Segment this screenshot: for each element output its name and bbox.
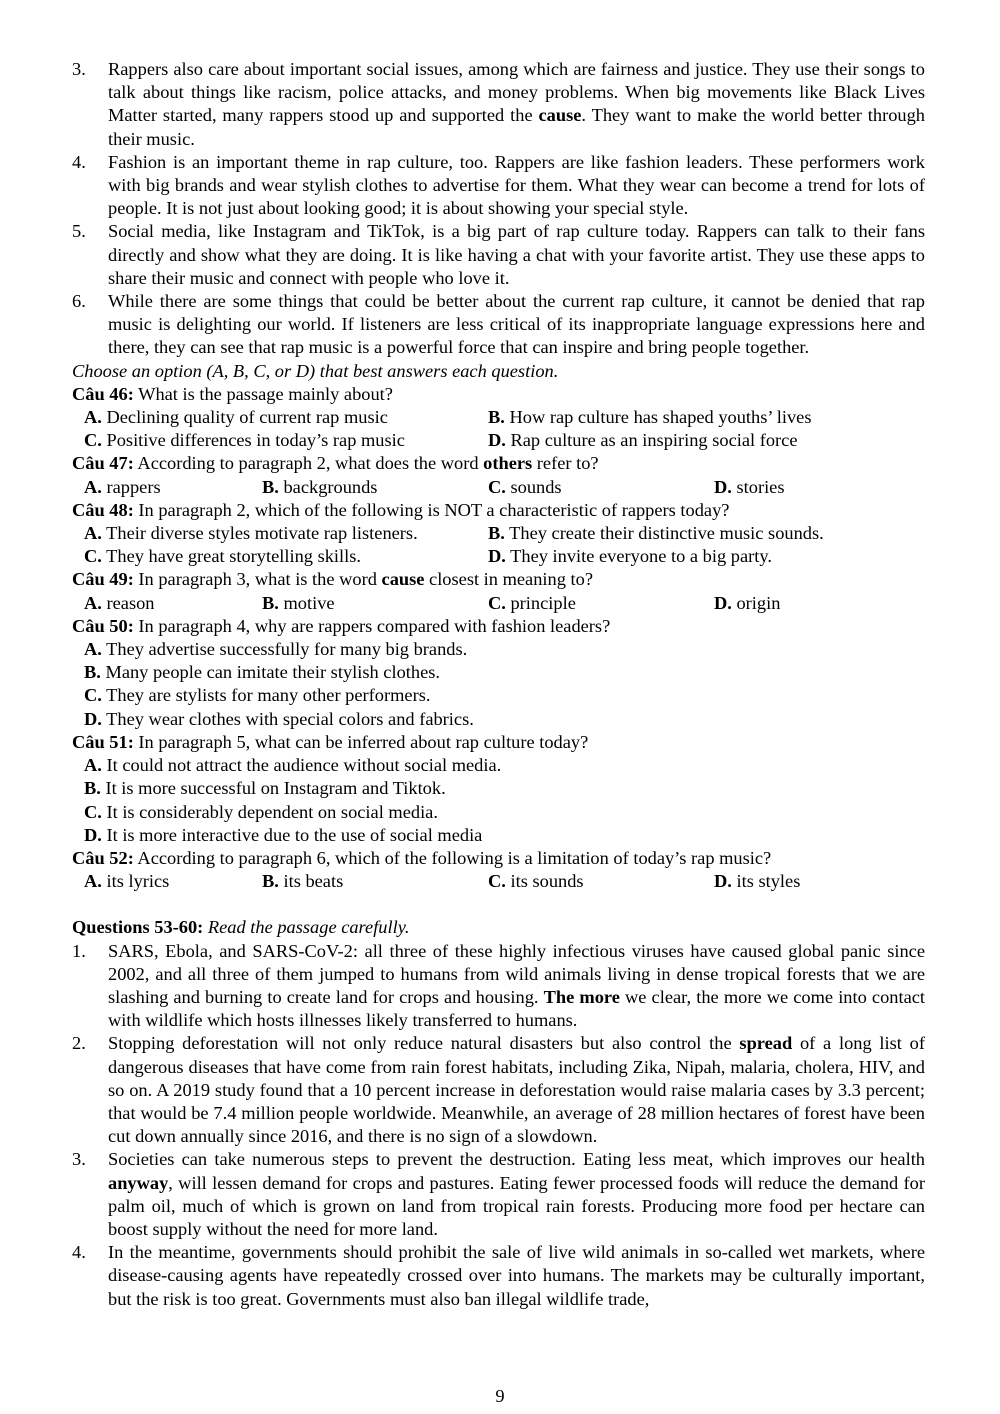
answer-option[interactable] xyxy=(84,429,488,452)
option-text: its lyrics xyxy=(101,871,170,892)
text-run: Rappers also care about important social issues, among which are fairness and justice. They use their songs to talk about things like racism, police attacks, and money problems. When big movements like Black Lives Matter started, many rappers stood up and supported the xyxy=(108,59,925,126)
option-key: C. xyxy=(84,546,102,567)
option-key: B. xyxy=(262,871,279,892)
option-text: sounds xyxy=(505,476,562,497)
option-key: B. xyxy=(84,662,101,683)
page-number: 9 xyxy=(495,1386,505,1406)
answer-option[interactable] xyxy=(488,522,824,545)
passage-one xyxy=(72,58,925,360)
options-row xyxy=(72,406,925,429)
answer-option[interactable] xyxy=(84,406,488,429)
text-run: According to paragraph 2, what does the word xyxy=(133,453,484,474)
paragraph-number: 4. xyxy=(72,151,86,172)
option-key: D. xyxy=(714,592,732,613)
answer-option[interactable] xyxy=(72,661,925,684)
option-text: stories xyxy=(731,476,785,497)
option-key: D. xyxy=(714,476,732,497)
option-key: A. xyxy=(84,407,102,428)
paragraph-number: 3. xyxy=(72,1149,86,1170)
option-key: B. xyxy=(488,523,505,544)
question-stem xyxy=(72,847,925,870)
option-text: Rap culture as an inspiring social force xyxy=(505,430,798,451)
text-run: Societies can take numerous steps to prevent the destruction. Eating less meat, which improves our health xyxy=(108,1149,925,1170)
question-label: Câu 46: xyxy=(72,383,134,404)
text-run: of a long list of dangerous diseases that have come from rain forest habitats, including Zika, Nipah, malaria, cholera, HIV, and so on. A 2019 study found that a 10 percent increase in deforestation would raise malaria cases by 3.3 percent; that would be 7.4 million people worldwide. Meanwhile, an average of 28 million hectares of forest have been cut down annually since 2016, and there is no sign of a slowdown. xyxy=(108,1033,925,1147)
option-text: origin xyxy=(731,592,781,613)
passage-two xyxy=(72,940,925,1311)
option-text: They invite everyone to a big party. xyxy=(505,546,772,567)
paragraph-text xyxy=(108,58,925,151)
paragraph xyxy=(72,1032,925,1148)
paragraph xyxy=(72,151,925,221)
section-heading-label: Questions 53-60: xyxy=(72,917,204,938)
option-key: D. xyxy=(488,430,506,451)
option-text: It is more successful on Instagram and Tiktok. xyxy=(100,778,446,799)
option-text: Positive differences in today’s rap music xyxy=(101,430,405,451)
section-gap xyxy=(72,893,925,916)
option-text: Many people can imitate their stylish clothes. xyxy=(100,662,440,683)
option-text: Declining quality of current rap music xyxy=(101,407,388,428)
option-text: its sounds xyxy=(505,871,584,892)
option-key: C. xyxy=(488,476,506,497)
option-text: its beats xyxy=(278,871,344,892)
text-run: In the meantime, governments should prohibit the sale of live wild animals in so-called wet markets, where disease-causing agents have repeatedly crossed over into humans. The markets may be culturally important, but the risk is too great. Governments must also ban illegal wildlife trade, xyxy=(108,1242,925,1309)
text-run: In paragraph 5, what can be inferred about rap culture today? xyxy=(133,731,589,752)
answer-option[interactable] xyxy=(262,870,488,893)
option-key: C. xyxy=(84,801,102,822)
question-stem xyxy=(72,615,925,638)
bold-keyword: anyway xyxy=(108,1172,169,1193)
answer-option[interactable] xyxy=(488,406,811,429)
option-text: backgrounds xyxy=(278,476,378,497)
question-label: Câu 49: xyxy=(72,569,134,590)
text-run: Social media, like Instagram and TikTok, is a big part of rap culture today. Rappers can talk to their fans directly and show what they are doing. It is like having a chat with your favorite artist. They use these apps to share their music and connect with people who love it. xyxy=(108,221,925,288)
paragraph xyxy=(72,58,925,151)
option-key: D. xyxy=(714,871,732,892)
option-key: B. xyxy=(84,778,101,799)
text-run: What is the passage mainly about? xyxy=(133,383,393,404)
option-key: A. xyxy=(84,639,102,660)
question-label: Câu 50: xyxy=(72,615,134,636)
text-run: Stopping deforestation will not only reduce natural disasters but also control the xyxy=(108,1033,740,1054)
question-stem xyxy=(72,452,925,475)
options-row xyxy=(72,545,925,568)
option-key: A. xyxy=(84,871,102,892)
option-text: rappers xyxy=(101,476,161,497)
paragraph xyxy=(72,1241,925,1311)
section-heading xyxy=(72,916,925,939)
answer-option[interactable] xyxy=(262,592,488,615)
paragraph xyxy=(72,220,925,290)
option-text: They create their distinctive music sounds. xyxy=(504,523,824,544)
question-stem xyxy=(72,731,925,754)
answer-option[interactable] xyxy=(84,592,262,615)
instruction-text: Choose an option (A, B, C, or D) that best answers each question. xyxy=(72,360,559,381)
question-stem xyxy=(72,499,925,522)
option-text: motive xyxy=(278,592,335,613)
answer-option[interactable] xyxy=(84,870,262,893)
paragraph xyxy=(72,940,925,1033)
answer-option[interactable] xyxy=(488,429,798,452)
option-key: A. xyxy=(84,755,102,776)
answer-option[interactable] xyxy=(714,476,785,499)
answer-option[interactable] xyxy=(714,870,800,893)
section-heading-instruction: Read the passage carefully. xyxy=(203,917,410,938)
answer-option[interactable] xyxy=(488,592,714,615)
option-key: D. xyxy=(84,708,102,729)
paragraph-text xyxy=(108,1032,925,1148)
paragraph-text xyxy=(108,940,925,1033)
option-key: D. xyxy=(84,824,102,845)
options-row xyxy=(72,429,925,452)
option-key: D. xyxy=(488,546,506,567)
paragraph-number: 1. xyxy=(72,940,86,961)
document-page xyxy=(72,58,925,1311)
option-key: B. xyxy=(262,476,279,497)
options-row xyxy=(72,522,925,545)
question-stem xyxy=(72,568,925,591)
option-key: C. xyxy=(84,430,102,451)
text-run: closest in meaning to? xyxy=(424,569,593,590)
paragraph-number: 5. xyxy=(72,221,86,242)
question-label: Câu 51: xyxy=(72,731,134,752)
question-list xyxy=(72,383,925,893)
option-text: They advertise successfully for many big brands. xyxy=(101,639,468,660)
option-text: Their diverse styles motivate rap listeners. xyxy=(101,523,418,544)
question-label: Câu 52: xyxy=(72,847,134,868)
paragraph-number: 6. xyxy=(72,291,86,312)
paragraph-number: 3. xyxy=(72,59,86,79)
options-row xyxy=(72,870,925,893)
text-run: , will lessen demand for crops and pastures. Eating fewer processed foods will reduce the demand for palm oil, much of which is grown on land from tropical rain forests. Producing more food per hectare can boost supply without the need for more land. xyxy=(108,1172,925,1239)
paragraph xyxy=(72,1148,925,1241)
answer-option[interactable] xyxy=(72,754,925,777)
bold-keyword: The more xyxy=(543,986,620,1007)
option-key: C. xyxy=(488,592,506,613)
question-label: Câu 48: xyxy=(72,499,134,520)
paragraph-text xyxy=(108,290,925,360)
answer-option[interactable] xyxy=(488,545,772,568)
question-stem xyxy=(72,383,925,406)
answer-option[interactable] xyxy=(72,708,925,731)
option-text: It is considerably dependent on social media. xyxy=(101,801,438,822)
answer-option[interactable] xyxy=(72,777,925,800)
answer-option[interactable] xyxy=(84,476,262,499)
options-row xyxy=(72,476,925,499)
answer-option[interactable] xyxy=(714,592,780,615)
option-key: C. xyxy=(488,871,506,892)
option-text: How rap culture has shaped youths’ lives xyxy=(504,407,812,428)
paragraph-number: 2. xyxy=(72,1033,86,1054)
text-run: Fashion is an important theme in rap culture, too. Rappers are like fashion leaders. These performers work with big brands and wear stylish clothes to advertise for them. What they wear can become a trend for lots of people. It is not just about looking good; it is about showing your special style. xyxy=(108,151,925,219)
answer-option[interactable] xyxy=(84,545,488,568)
text-run: refer to? xyxy=(532,453,599,474)
text-run: According to paragraph 6, which of the following is a limitation of today’s rap music? xyxy=(133,847,772,868)
option-text: They are stylists for many other performers. xyxy=(101,685,431,706)
bold-keyword: spread xyxy=(739,1033,793,1054)
options-row xyxy=(72,592,925,615)
answer-option[interactable] xyxy=(488,476,714,499)
answer-option[interactable] xyxy=(84,522,488,545)
option-text: reason xyxy=(101,592,155,613)
answer-option[interactable] xyxy=(72,824,925,847)
paragraph-text xyxy=(108,151,925,221)
text-run: In paragraph 4, why are rappers compared with fashion leaders? xyxy=(133,615,611,636)
text-run: In paragraph 2, which of the following is NOT a characteristic of rappers today? xyxy=(133,499,730,520)
answer-option[interactable] xyxy=(488,870,714,893)
paragraph-text xyxy=(108,220,925,290)
option-key: A. xyxy=(84,592,102,613)
bold-keyword: others xyxy=(483,453,533,474)
option-text: They wear clothes with special colors and fabrics. xyxy=(101,708,474,729)
answer-option[interactable] xyxy=(72,638,925,661)
option-text: principle xyxy=(505,592,576,613)
option-text: It is more interactive due to the use of social media xyxy=(101,824,483,845)
text-run: While there are some things that could be better about the current rap culture, it cannot be denied that rap music is delighting our world. If listeners are less critical of its inappropriate language expressions here and there, they can see that rap music is a powerful force that can inspire and bring people together. xyxy=(108,291,925,358)
paragraph xyxy=(72,290,925,360)
option-key: A. xyxy=(84,523,102,544)
answer-option[interactable] xyxy=(72,801,925,824)
option-key: A. xyxy=(84,476,102,497)
text-run: we clear, the more we come into contact with wildlife which hosts illnesses likely transferred to humans. xyxy=(108,986,926,1031)
paragraph-number: 4. xyxy=(72,1242,86,1263)
answer-option[interactable] xyxy=(262,476,488,499)
option-text: They have great storytelling skills. xyxy=(101,546,362,567)
paragraph-text xyxy=(108,1241,925,1311)
option-text: It could not attract the audience without social media. xyxy=(101,755,502,776)
bold-keyword: cause xyxy=(381,569,425,590)
option-key: C. xyxy=(84,685,102,706)
text-run: SARS, Ebola, and SARS-CoV-2: all three of these highly infectious viruses have caused global panic since 2002, and all three of them jumped to humans from wild animals living in dense tropical forests that we are slashing and burning to create land for crops and housing. xyxy=(108,940,925,1007)
question-label: Câu 47: xyxy=(72,453,134,474)
option-key: B. xyxy=(262,592,279,613)
answer-option[interactable] xyxy=(72,684,925,707)
bold-keyword: cause xyxy=(538,105,582,126)
text-run: In paragraph 3, what is the word xyxy=(133,569,382,590)
paragraph-text xyxy=(108,1148,925,1241)
text-run: . They want to make the world better through their music. xyxy=(108,105,925,149)
option-key: B. xyxy=(488,407,505,428)
option-text: its styles xyxy=(731,871,801,892)
